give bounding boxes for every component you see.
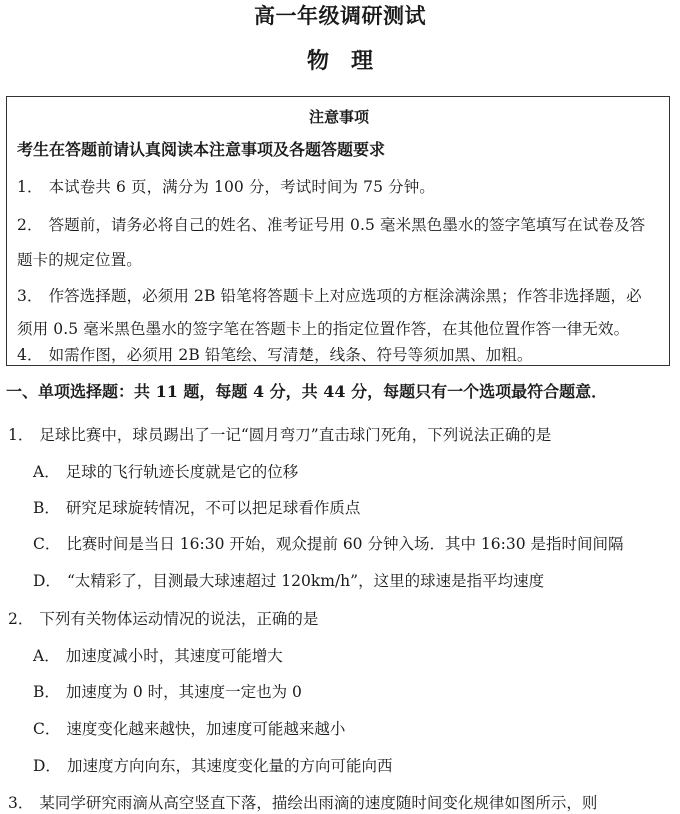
notice-item-1 — [17, 176, 435, 198]
subject-title — [0, 46, 680, 76]
question-1-stem — [8, 424, 551, 446]
question-1-option-a — [33, 461, 298, 483]
notice-item-3-cont — [17, 318, 629, 340]
option-text: 加速度为 0 时，其速度一定也为 0 — [65, 683, 302, 701]
question-text: 下列有关物体运动情况的说法，正确的是 — [39, 610, 319, 628]
notice-item-4 — [17, 346, 532, 364]
question-1-option-c — [33, 533, 624, 555]
notice-item-text: 答题前，请务必将自己的姓名、准考证号用 0.5 毫米黑色墨水的签字笔填写在试卷及答 — [48, 216, 646, 234]
subject-char-1: 物 — [306, 48, 329, 74]
question-number: 2． — [8, 610, 34, 628]
option-label: B． — [33, 499, 60, 517]
notice-item-2-cont — [17, 249, 142, 271]
option-text: “太精彩了，目测最大球速超过 120km/h”，这里的球速是指平均速度 — [66, 572, 545, 590]
question-2-stem — [8, 608, 318, 630]
exam-title: 高一年级调研测试 — [254, 3, 426, 28]
question-2-option-d — [33, 755, 392, 777]
notice-item-2 — [17, 214, 645, 236]
option-text: 速度变化越来越快，加速度可能越来越小 — [66, 720, 346, 738]
notice-intro: 考生在答题前请认真阅读本注意事项及各题答题要求 — [17, 140, 386, 159]
notice-item-3 — [17, 285, 642, 307]
question-1-option-d — [33, 570, 544, 592]
option-label: C． — [33, 720, 61, 738]
option-label: A． — [33, 463, 60, 481]
question-text: 足球比赛中，球员踢出了一记“圆月弯刀”直击球门死角，下列说法正确的是 — [39, 426, 552, 444]
subject-char-2: 理 — [351, 48, 374, 74]
question-1-option-b — [33, 497, 360, 519]
notice-box — [6, 96, 670, 366]
option-label: A． — [33, 647, 60, 665]
notice-item-text: 作答选择题，必须用 2B 铅笔将答题卡上对应选项的方框涂满涂黑；作答非选择题，必 — [48, 287, 642, 305]
notice-item-number: 1． — [17, 178, 43, 196]
option-text: 足球的飞行轨迹长度就是它的位移 — [65, 463, 299, 481]
notice-item-text: 须用 0.5 毫米黑色墨水的签字笔在答题卡上的指定位置作答，在其他位置作答一律无效。 — [17, 320, 630, 338]
option-text: 比赛时间是当日 16:30 开始，观众提前 60 分钟入场．其中 16:30 是指时间间隔 — [66, 535, 624, 553]
notice-heading: 注意事项 — [308, 108, 369, 126]
notice-item-number: 4． — [17, 346, 43, 364]
question-text: 某同学研究雨滴从高空竖直下落，描绘出雨滴的速度随时间变化规律如图所示，则 — [39, 794, 598, 812]
notice-item-text: 如需作图，必须用 2B 铅笔绘、写清楚，线条、符号等须加黑、加粗。 — [48, 346, 533, 364]
question-2-option-b — [33, 681, 302, 703]
option-text: 加速度减小时，其速度可能增大 — [65, 647, 283, 665]
question-2-option-a — [33, 645, 283, 667]
option-text: 研究足球旋转情况，不可以把足球看作质点 — [65, 499, 361, 517]
option-label: D． — [33, 757, 61, 775]
option-label: C． — [33, 535, 61, 553]
question-3-stem — [8, 792, 597, 814]
option-text: 加速度方向向东，其速度变化量的方向可能向西 — [66, 757, 393, 775]
notice-item-number: 2． — [17, 216, 43, 234]
notice-item-number: 3． — [17, 287, 43, 305]
option-label: B． — [33, 683, 60, 701]
question-2-option-c — [33, 718, 345, 740]
option-label: D． — [33, 572, 61, 590]
question-number: 1． — [8, 426, 34, 444]
notice-item-text: 本试卷共 6 页，满分为 100 分，考试时间为 75 分钟。 — [48, 178, 435, 196]
notice-item-text: 题卡的规定位置。 — [17, 251, 142, 269]
question-number: 3． — [8, 794, 34, 812]
section-heading: 一、单项选择题：共 11 题，每题 4 分，共 44 分，每题只有一个选项最符合题意． — [6, 382, 608, 401]
